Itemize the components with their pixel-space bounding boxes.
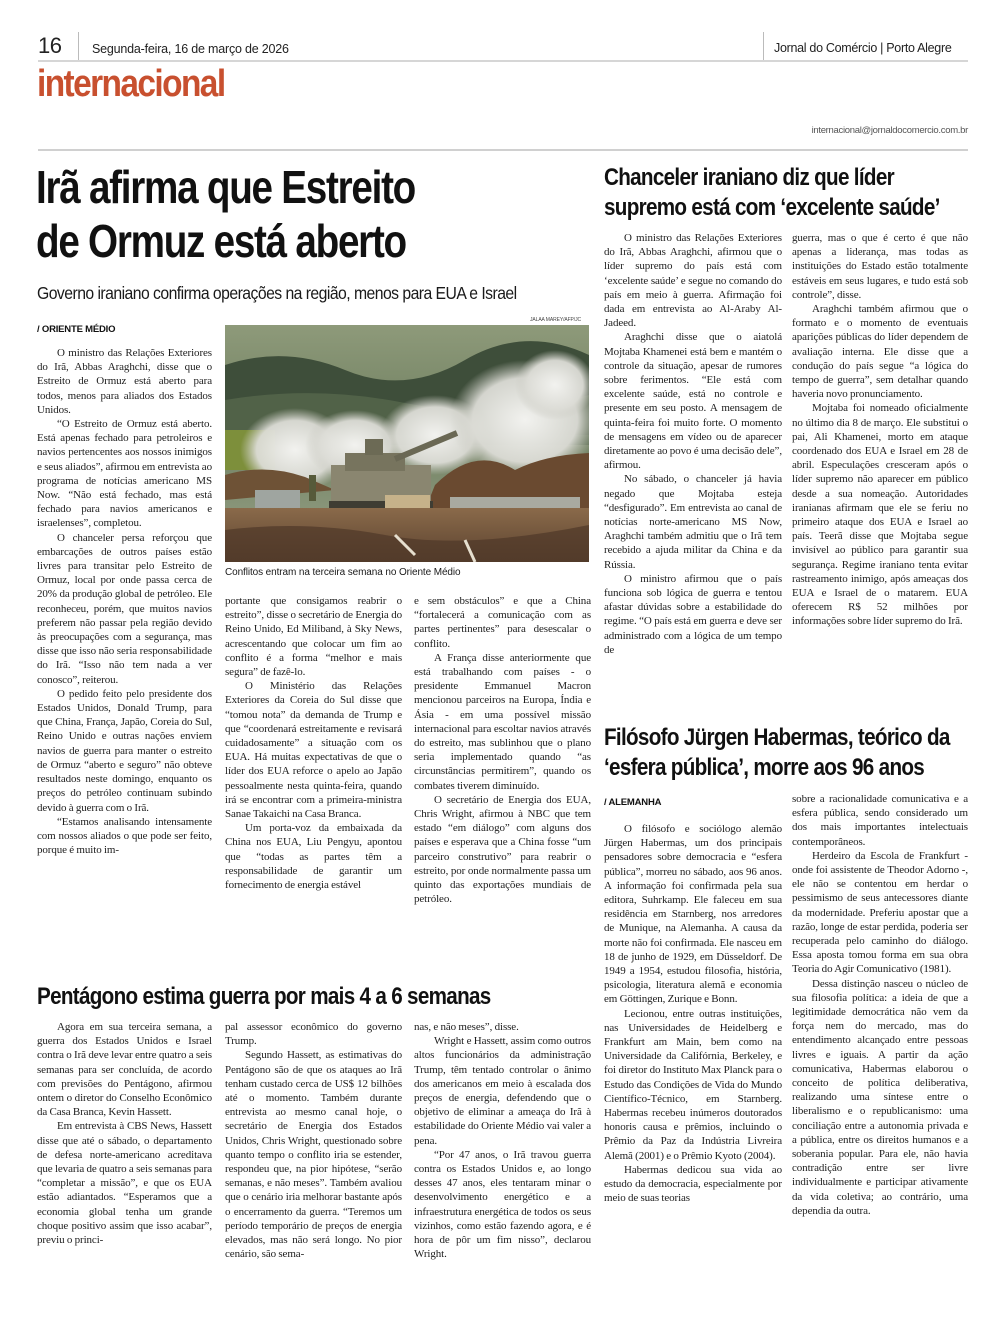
paragraph: Um porta-voz da embaixada da China nos EUA, Liu Pengyu, apontou que “todas as partes têm a responsabilidade de garantir um fornecimento de energia estável (225, 822, 402, 892)
paragraph: “Por 47 anos, o Irã travou guerra contra os Estados Unidos e, ao longo desses 47 anos, eles tentaram minar o desenvolvimento energético e a infraestrutura energética de todos os seus vizinhos, como estão fazendo agora, e é hora de pôr um fim nisso”, declarou Wright. (414, 1148, 591, 1261)
habermas-column-1 (604, 822, 782, 1322)
chancellor-column-2 (792, 231, 968, 715)
edition-date: Segunda-feira, 16 de março de 2026 (92, 42, 289, 56)
paragraph: nas, e não meses”, disse. (414, 1021, 519, 1033)
paragraph: O Ministério das Relações Exteriores da Coreia do Sul disse que “tomou nota” da demanda de Trump e que “coordenará estreitamente e revisará cuidadosamente” a situação com os EUA. Há muitas expectativas de que o líder dos EUA reforce o apelo ao Japão pessoalmente nesta quinta-feira, quando irá se encontrar com a primeira-ministra Sanae Takaichi na Casa Branca. (225, 680, 402, 821)
paragraph: Agora em sua terceira semana, a guerra dos Estados Unidos e Israel contra o Irã deve levar entre quatro a seis semanas para ser concluída, de acordo com previsões do Pentágono, afirmou ontem o diretor do Conselho Econômico da Casa Branca, Kevin Hassett. (37, 1021, 212, 1119)
paragraph: Dessa distinção nasceu o núcleo de sua filosofia política: a ideia de que a legitimidade democrática não vem da força nem do mercado, mas do entendimento alcançado entre pessoas livres e iguais. A partir da ação comunicativa, Habermas elaborou o conceito de política deliberativa, realizando uma síntese entre o liberalismo e o republicanismo: uma conciliação entre a autonomia privada e a pública, entre os direitos humanos e a soberania popular. Para ele, não havia contradição entre ser livre individualmente e participar ativamente da vida coletiva; ao contrário, uma dependia da outra. (792, 977, 968, 1217)
main-story-column-3 (414, 594, 591, 976)
paragraph: No sábado, o chanceler já havia negado que Mojtaba esteja “desfigurado”. Em entrevista ao canal de notícias norte-americano MS Now, Araghchi também admitiu que o Irã tem recebido a ajuda militar da China e da Rússia. (604, 473, 782, 571)
habermas-headline (604, 723, 950, 783)
header-divider (78, 32, 79, 62)
section-title: internacional (37, 63, 225, 105)
paragraph: Wright e Hassett, assim como outros altos funcionários da administração Trump, têm tentado controlar o ânimo dos americanos em meio à escalada dos preços de energia, defendendo que o objetivo de eliminar a ameaça do Irã à estabilidade do Oriente Médio vai valer a pena. (414, 1035, 591, 1147)
paragraph: Araghchi também afirmou que o formato e o momento de eventuais aparições públicas do líder dependem de avaliação interna. Ele disse que a condução do país segue “a lógica do tempo de guerra”, sem detalhar quando haveria novo pronunciamento. (792, 303, 968, 401)
paragraph: Araghchi disse que o aiatolá Mojtaba Khamenei está bem e mantém o controle da situação, apesar de rumores sobre ferimentos. “Ele está com excelente saúde, está no controle e presente em seu posto. A mensagem de quinta-feira foi muito forte. O momento de mensagens em vídeo ou de aparecer diretamente ao povo é uma decisão dele”, afirmou. (604, 331, 782, 472)
photo-caption: Conflitos entram na terceira semana no Oriente Médio (225, 567, 461, 578)
pentagon-column-2 (225, 1020, 402, 1320)
habermas-story-tag: / ALEMANHA (604, 797, 662, 808)
habermas-headline-line1: Filósofo Jürgen Habermas, teórico da (604, 724, 950, 751)
paragraph: “O Estreito de Ormuz está aberto. Está apenas fechado para petroleiros e navios pertencentes aos nossos inimigos e seus aliados”, afirmou em entrevista ao programa de notícias americano MS Now. “Não está fechado, mas está fechado para navios americanos e israelenses”, completou. (37, 418, 212, 530)
main-headline-line2: de Ormuz está aberto (36, 215, 406, 267)
pentagon-headline: Pentágono estima guerra por mais 4 a 6 semanas (37, 983, 491, 1010)
paragraph: Habermas dedicou sua vida ao estudo da democracia, especialmente por meio de suas teorias (604, 1163, 782, 1205)
paragraph: sobre a racionalidade comunicativa e a esfera pública, sendo considerado um dos mais importantes intelectuais contemporâneos. (792, 793, 968, 848)
chancellor-column-1 (604, 231, 782, 715)
paragraph: “Estamos analisando intensamente com nossos aliados o que pode ser feito, porque é muito im- (37, 815, 212, 857)
header-rule (38, 60, 968, 62)
main-story-column-2 (225, 594, 402, 976)
paragraph: O chanceler persa reforçou que embarcações de outros países estão livres para transitar pelo Estreito de Ormuz, local por onde passa cerca de 20% da produção global de petróleo. Ele reconheceu, porém, que muitos navios preferem não passar pela região devido às preocupações com a segurança, mas disse que isso não seria responsabilidade do Irã. “Isso não tem nada a ver conosco”, reiterou. (37, 531, 212, 686)
newspaper-name: Jornal do Comércio | Porto Alegre (774, 41, 952, 55)
paragraph: Segundo Hassett, as estimativas do Pentágono são de que os ataques ao Irã tenham custado cerca de US$ 12 bilhões até o momento. Também durante entrevista ao mesmo canal hoje, o secretário de Energia dos Estados Unidos, Chris Wright, questionado sobre quanto tempo o conflito iria se estender, respondeu que, na pior hipótese, “serão semanas, e não meses”. Também avaliou que o cenário iria melhorar bastante após o encerramento da guerra. “Teremos um período temporário de preços de energia elevados, mas não será longo. No pior cenário, são sema- (225, 1049, 402, 1261)
paragraph: O pedido feito pelo presidente dos Estados Unidos, Donald Trump, para que China, França, Japão, Coreia do Sul, Reino Unido e outras nações enviem navios de guerra para manter o estreito de Ormuz “aberto e seguro” não obteve resultados neste domingo, enquanto os preços do petróleo continuam subindo devido à guerra com o Irã. (37, 687, 212, 814)
paragraph: guerra, mas o que é certo é que não apenas a liderança, mas todas as instituições do Estado estão totalmente estáveis em seus lugares, e tudo está sob controle”, disse. (792, 232, 968, 301)
main-story-tag: / ORIENTE MÉDIO (37, 324, 116, 335)
pentagon-column-1 (37, 1020, 212, 1320)
header-divider (763, 32, 764, 62)
main-headline (36, 160, 415, 268)
section-rule (38, 149, 968, 151)
paragraph: O filósofo e sociólogo alemão Jürgen Habermas, um dos principais pensadores sobre democracia e “esfera pública”, morreu no sábado, aos 96 anos. A informação foi confirmada pela sua editora, Suhrkamp. Ele faleceu em sua residência em Starnberg, nos arredores de Munique, na Alemanha. A causa da morte não foi confirmada. Ele nasceu em 18 de junho de 1929, em Düsseldorf. De 1949 a 1954, estudou filosofia, história, psicologia, literatura alemã e economia em Göttingen, Zurique e Bonn. (604, 823, 782, 1006)
paragraph: Lecionou, entre outras instituições, nas Universidades de Heidelberg e Frankfurt am Main, bem como na Universidade da Califórnia, Berkeley, e foi diretor do Instituto Max Planck para o Estudo das Condições de Vida do Mundo Científico-Técnico, em Starnberg. Habermas recebeu inúmeros doutorados honoris causa e prêmios, incluindo o Prêmio da Paz da Indústria Livreira Alemã (2001) e o Prêmio Kyoto (2004). (604, 1007, 782, 1162)
paragraph: O ministro das Relações Exteriores do Irã, Abbas Araghchi, afirmou que o líder supremo do país está com ‘excelente saúde’ e segue no comando do país em meio à guerra. Afirmação foi dada em entrevista ao Al-Araby Al-Jadeed. (604, 232, 782, 330)
photo-credit: JALAA MAREY/AFP/JC (530, 317, 581, 323)
main-story-column-1 (37, 346, 212, 976)
chancellor-headline (604, 163, 940, 223)
main-subtitle: Governo iraniano confirma operações na região, menos para EUA e Israel (37, 283, 517, 303)
paragraph: A França disse anteriormente que está trabalhando com países - o presidente Emmanuel Macron mencionou parceiros na Europa, Índia e Ásia - em uma possível missão internacional para escoltar navios através do estreito, mas sublinhou que o plano seria implementado quando “as circunstâncias permitirem”, quando os combates tiverem diminuído. (414, 651, 591, 792)
paragraph: O secretário de Energia dos EUA, Chris Wright, afirmou à NBC que tem estado “em diálogo” com alguns dos países e esperava que a China fosse “um parceiro construtivo” para reabrir o estreito, por onde normalmente passa um quinto das exportações mundiais de petróleo. (414, 793, 591, 906)
paragraph: portante que consigamos reabrir o estreito”, disse o secretário de Energia do Reino Unido, Ed Miliband, à Sky News, acrescentando que colocar um fim ao conflito é a forma “melhor e mais segura” de fazê-lo. (225, 595, 402, 679)
news-photo-artillery[interactable] (225, 325, 589, 562)
photo-illustration (225, 325, 589, 562)
pentagon-column-3 (414, 1020, 591, 1320)
paragraph: O ministro afirmou que o país funciona sob lógica de guerra e tentou afastar dúvidas sobre a estabilidade do regime. “O país está em guerra e deve ser administrado com a lógica de um tempo de (604, 572, 782, 656)
paragraph: Em entrevista à CBS News, Hassett disse que até o sábado, o departamento de defesa norte-americano acreditava que levaria de quatro a seis semanas para “completar a missão”, e que os EUA estão adiantados. “Esperamos que a economia global tenha um grande choque positivo assim que isso acabar”, previu o princi- (37, 1120, 212, 1247)
paragraph: e sem obstáculos” e que a China “fortalecerá a comunicação com as partes pertinentes” para desescalar o conflito. (414, 595, 591, 650)
paragraph: O ministro das Relações Exteriores do Irã, Abbas Araghchi, disse que o Estreito de Ormuz está aberto para todos, menos para aliados dos Estados Unidos. (37, 347, 212, 416)
paragraph: Mojtaba foi nomeado oficialmente no último dia 8 de março. Ele substitui o pai, Ali Khamenei, morto em ataque coordenado dos EUA e Israel em 28 de abril. Especulações cresceram após o líder supremo não aparecer em público desde a sua nomeação. Autoridades iranianas afirmam que ele se feriu no primeiro ataque dos EUA e Israel ao país. Teerã disse que Mojtaba segue invisível ao público para garantir sua segurança. Regime iraniano tenta evitar rastreamento inimigo, após ameaças dos EUA e Israel de o matarem. EUA oferecem R$ 52 milhões por informações sobre líder supremo do Irã. (792, 402, 968, 628)
main-headline-line1: Irã afirma que Estreito (36, 161, 416, 213)
habermas-headline-line2: ‘esfera pública’, morre aos 96 anos (604, 754, 925, 781)
chancellor-headline-line1: Chanceler iraniano diz que líder (604, 164, 894, 191)
paragraph: Herdeiro da Escola de Frankfurt - onde foi assistente de Theodor Adorno -, ele não se contentou em herdar o pessimismo de seus antecessores diante da modernidade. Preferiu apostar que a razão, longe de estar perdida, poderia ser recuperada pelo caminho do diálogo. Essa aposta tomou forma em sua obra Teoria do Agir Comunicativo (1981). (792, 849, 968, 976)
habermas-column-2 (792, 792, 968, 1322)
page-number: 16 (38, 33, 62, 58)
section-email[interactable]: internacional@jornaldocomercio.com.br (811, 125, 968, 136)
paragraph: pal assessor econômico do governo Trump. (225, 1021, 402, 1048)
chancellor-headline-line2: supremo está com ‘excelente saúde’ (604, 194, 940, 221)
